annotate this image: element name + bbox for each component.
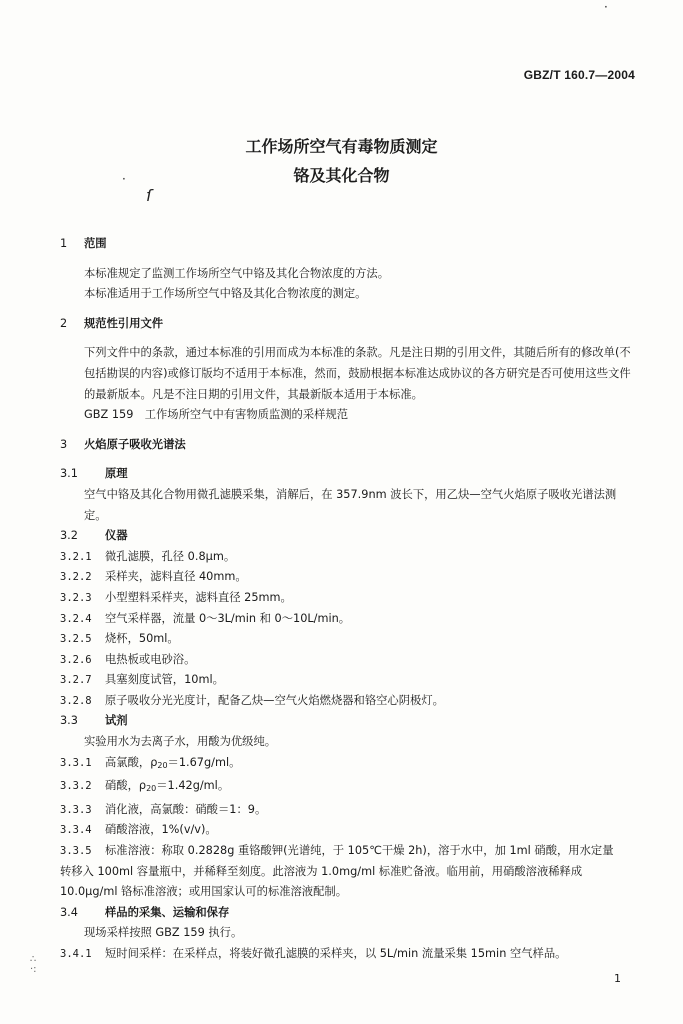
- page-number: 1: [614, 972, 621, 985]
- subsection-heading: 3.2 仪器: [60, 529, 128, 543]
- list-item: 3.2.6 电热板或电砂浴。: [60, 652, 196, 666]
- section-heading-3: 3 火焰原子吸收光谱法: [60, 437, 186, 451]
- list-item: 3.3.1 高氯酸，$\rho_{20}=1.67g/ml$。: [60, 755, 241, 770]
- list-item: 3.3.3 消化液，高氯酸：硝酸＝1：9。: [60, 802, 267, 816]
- paragraph-continuation: 转移入 100ml 容量瓶中，并稀释至刻度。此溶液为 1.0mg/ml 标准贮备液。临用前，用硝酸溶液稀释成: [60, 864, 583, 878]
- paragraph: 本标准规定了监测工作场所空气中铬及其化合物浓度的方法。: [84, 266, 390, 280]
- list-item: 3.3.2 硝酸，$\rho_{20}=1.42g/ml$。: [60, 779, 230, 794]
- list-item: 3.2.1 微孔滤膜，孔径 0.8μm。: [60, 549, 236, 563]
- list-item: 3.2.5 烧杯，50ml。: [60, 632, 179, 646]
- section-heading-2: 2 规范性引用文件: [60, 316, 164, 330]
- section-heading-1: 1 范围: [60, 237, 107, 250]
- standard-code: GBZ/T 160.7—2004: [523, 68, 635, 82]
- subsection-heading: 3.1 原理: [60, 467, 128, 481]
- list-item: 3.2.2 采样夹，滤料直径 40mm。: [60, 570, 247, 584]
- paragraph: 实验用水为去离子水，用酸为优级纯。: [84, 735, 277, 749]
- list-item: 3.3.5 标准溶液：称取 0.2828g 重铬酸钾(光谱纯，于 105℃干燥 2h)，溶于水中，加 1ml 硝酸，用水定量: [60, 844, 614, 858]
- subsection-heading: 3.4 样品的采集、运输和保存: [60, 905, 230, 919]
- paragraph-continuation: 10.0μg/ml 铬标准溶液；或用国家认可的标准溶液配制。: [60, 885, 347, 899]
- scan-dot: ·: [122, 172, 126, 186]
- paragraph: 下列文件中的条款，通过本标准的引用而成为本标准的条款。凡是注日期的引用文件，其随后所有的修改单(不包括勘误的内容)或修订版均不适用于本标准，然而，鼓励根据本标准达成协议的各方研究是否可使用这些文件的最新版本。凡是不注日期的引用文件，其最新版本适用于本标准。: [84, 346, 631, 401]
- subsection-heading: 3.3 试剂: [60, 714, 128, 728]
- paragraph: 现场采样按照 GBZ 159 执行。: [84, 926, 243, 940]
- scan-noise: ∴ ·:: [30, 954, 37, 975]
- scan-dot: ·: [604, 0, 608, 14]
- paragraph: 空气中铬及其化合物用微孔滤膜采集，消解后，在 357.9nm 波长下，用乙炔—空气火焰原子吸收光谱法测定。: [84, 487, 617, 522]
- list-item: 3.3.4 硝酸溶液，1%(v/v)。: [60, 823, 217, 837]
- list-item: 3.4.1 短时间采样：在采样点，将装好微孔滤膜的采样夹，以 5L/min 流量采集 15min 空气样品。: [60, 947, 567, 960]
- scan-mark: ſ: [146, 186, 152, 205]
- reference-item: GBZ 159 工作场所空气中有害物质监测的采样规范: [84, 408, 349, 422]
- document-body: [60, 234, 638, 965]
- list-item: 3.2.8 原子吸收分光光度计，配备乙炔—空气火焰燃烧器和铬空心阴极灯。: [60, 693, 444, 707]
- document-title: 工作场所空气有毒物质测定: [245, 137, 438, 156]
- list-item: 3.2.4 空气采样器，流量 0～3L/min 和 0～10L/min。: [60, 611, 351, 625]
- list-item: 3.2.3 小型塑料采样夹，滤料直径 25mm。: [60, 590, 292, 604]
- paragraph: 本标准适用于工作场所空气中铬及其化合物浓度的测定。: [84, 287, 367, 301]
- list-item: 3.2.7 具塞刻度试管，10ml。: [60, 673, 224, 687]
- document-subtitle: 铬及其化合物: [293, 166, 390, 185]
